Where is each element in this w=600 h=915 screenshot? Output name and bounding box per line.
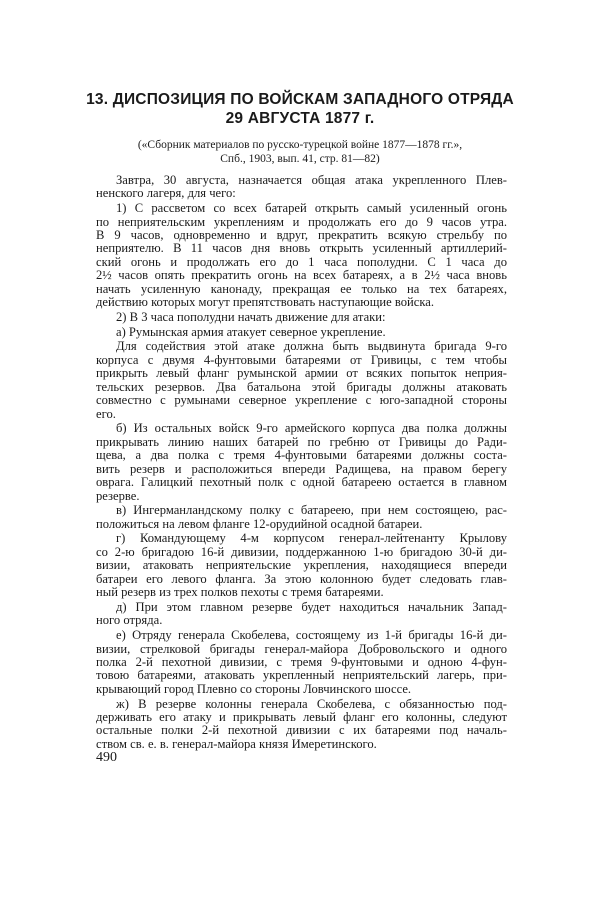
text-line: В 9 часов, одновременно и вдруг, прекратить всякую стрельбу по bbox=[96, 228, 507, 243]
text-line: прикрыть левый фланг румынской армии от всяких попыток неприя- bbox=[96, 366, 507, 381]
text-line: Завтра, 30 августа, назначается общая атака укрепленного Плев- bbox=[116, 173, 507, 187]
text-line: визии, стрелковой бригады генерал-майора Добровольского и одного bbox=[96, 641, 507, 656]
text-line: полка 2-й пехотной дивизии, с тремя 9-фунтовыми и одною 4-фун- bbox=[96, 654, 507, 669]
text-line: щева, а два полка с тремя 4-фунтовыми батареями должны соста- bbox=[96, 448, 507, 463]
paragraph bbox=[96, 698, 507, 752]
text-line: г) Командующему 4-м корпусом генерал-лейтенанту Крылову bbox=[116, 531, 507, 546]
text-line: ненского лагеря, для чего: bbox=[96, 186, 236, 201]
paragraph bbox=[96, 174, 507, 201]
title-line-1: 13. ДИСПОЗИЦИЯ ПО ВОЙСКАМ ЗАПАДНОГО ОТРЯДА bbox=[86, 91, 514, 108]
text-line: товою батареями, атаковать укрепленный неприятельский лагерь, при- bbox=[96, 668, 507, 683]
paragraph bbox=[96, 629, 507, 696]
text-line: 1) С рассветом со всех батарей открыть самый усиленный огонь bbox=[116, 201, 507, 216]
document-title bbox=[80, 90, 520, 128]
text-line: положиться на левом фланге 12-орудийной осадной батареи. bbox=[96, 516, 423, 531]
text-line: тельских резервов. Два батальона этой бригады должны атаковать bbox=[96, 379, 507, 394]
text-line: ский огонь и продолжать его до 1 часа пополудни. С 1 часа до bbox=[96, 254, 507, 269]
text-line: по неприятельским укреплениям и продолжать его до 9 часов утра. bbox=[96, 214, 507, 229]
text-line: 2) В 3 часа пополудни начать движение для атаки: bbox=[116, 309, 386, 324]
text-line: неприятелю. В 11 часов дня вновь открыть усиленный артиллерий- bbox=[96, 241, 507, 256]
text-line: совместно с румынами северное укрепление с юго-западной стороны bbox=[96, 393, 507, 408]
text-line: начать усиленную канонаду, прекращая ее только на тех батареях, bbox=[96, 281, 507, 296]
text-line: корпуса с двумя 4-фунтовыми батареями от Гривицы, с тем чтобы bbox=[96, 352, 507, 367]
paragraph bbox=[96, 311, 507, 324]
paragraph bbox=[96, 532, 507, 599]
text-line: батареи его левого фланга. За этою колонною будет следовать глав- bbox=[96, 571, 507, 586]
paragraph bbox=[96, 202, 507, 310]
text-line: действию которых могут препятствовать наступающие войска. bbox=[96, 295, 435, 310]
source-line-1: («Сборник материалов по русско-турецкой войне 1877—1878 гг.», bbox=[137, 139, 463, 151]
text-line: оврага. Галицкий пехотный полк с одной батареею остается в главном bbox=[96, 475, 507, 490]
text-line: ный резерв из трех полков пехоты с тремя батареями. bbox=[96, 585, 384, 600]
paragraph bbox=[96, 422, 507, 503]
text-line: его. bbox=[96, 406, 116, 421]
text-line: ного отряда. bbox=[96, 613, 163, 628]
text-line: остальные полки 2-й пехотной дивизии с их батареями под началь- bbox=[96, 723, 507, 738]
page-number: 490 bbox=[96, 750, 117, 765]
title-line-2: 29 АВГУСТА 1877 г. bbox=[225, 110, 375, 127]
text-line: е) Отряду генерала Скобелева, состоящему из 1-й бригады 16-й ди- bbox=[116, 628, 507, 643]
text-line: держивать его атаку и прикрывать левый фланг его колонны, следуют bbox=[96, 710, 507, 725]
source-citation bbox=[80, 139, 520, 166]
text-line: ством св. е. в. генерал-майора князя Имеретинского. bbox=[96, 736, 377, 751]
paragraph bbox=[96, 504, 507, 531]
text-line: Для содействия этой атаке должна быть выдвинута бригада 9-го bbox=[116, 339, 507, 354]
text-line: вить резерв и расположиться впереди Радищева, на правом берегу bbox=[96, 461, 507, 476]
source-line-2: Спб., 1903, вып. 41, стр. 81—82) bbox=[220, 152, 380, 165]
paragraph bbox=[96, 601, 507, 628]
text-line: крывающий город Плевно со стороны Ловчинского шоссе. bbox=[96, 681, 412, 696]
text-line: а) Румынская армия атакует северное укрепление. bbox=[116, 324, 386, 339]
text-line: д) При этом главном резерве будет находиться начальник Запад- bbox=[116, 599, 507, 614]
paragraph bbox=[96, 326, 507, 339]
text-line: 2½ часов опять прекратить огонь на всех батареях, а в 2½ часа вновь bbox=[96, 268, 507, 283]
paragraph bbox=[96, 340, 507, 421]
text-line: резерве. bbox=[96, 488, 140, 503]
text-line: прикрывать линию наших батарей по гребню от Гривицы до Ради- bbox=[96, 434, 507, 449]
text-line: в) Ингерманландскому полку с батареею, при нем состоящею, рас- bbox=[116, 503, 507, 518]
document-body bbox=[96, 174, 507, 753]
text-line: со 2-ю бригадою 16-й дивизии, поддержанною 1-ю бригадою 30-й ди- bbox=[96, 544, 507, 559]
text-line: ж) В резерве колонны генерала Скобелева, с обязанностью под- bbox=[116, 696, 507, 711]
text-line: визии, атаковать неприятельские укрепления, находящиеся впереди bbox=[96, 558, 507, 573]
text-line: б) Из остальных войск 9-го армейского корпуса два полка должны bbox=[116, 421, 507, 436]
